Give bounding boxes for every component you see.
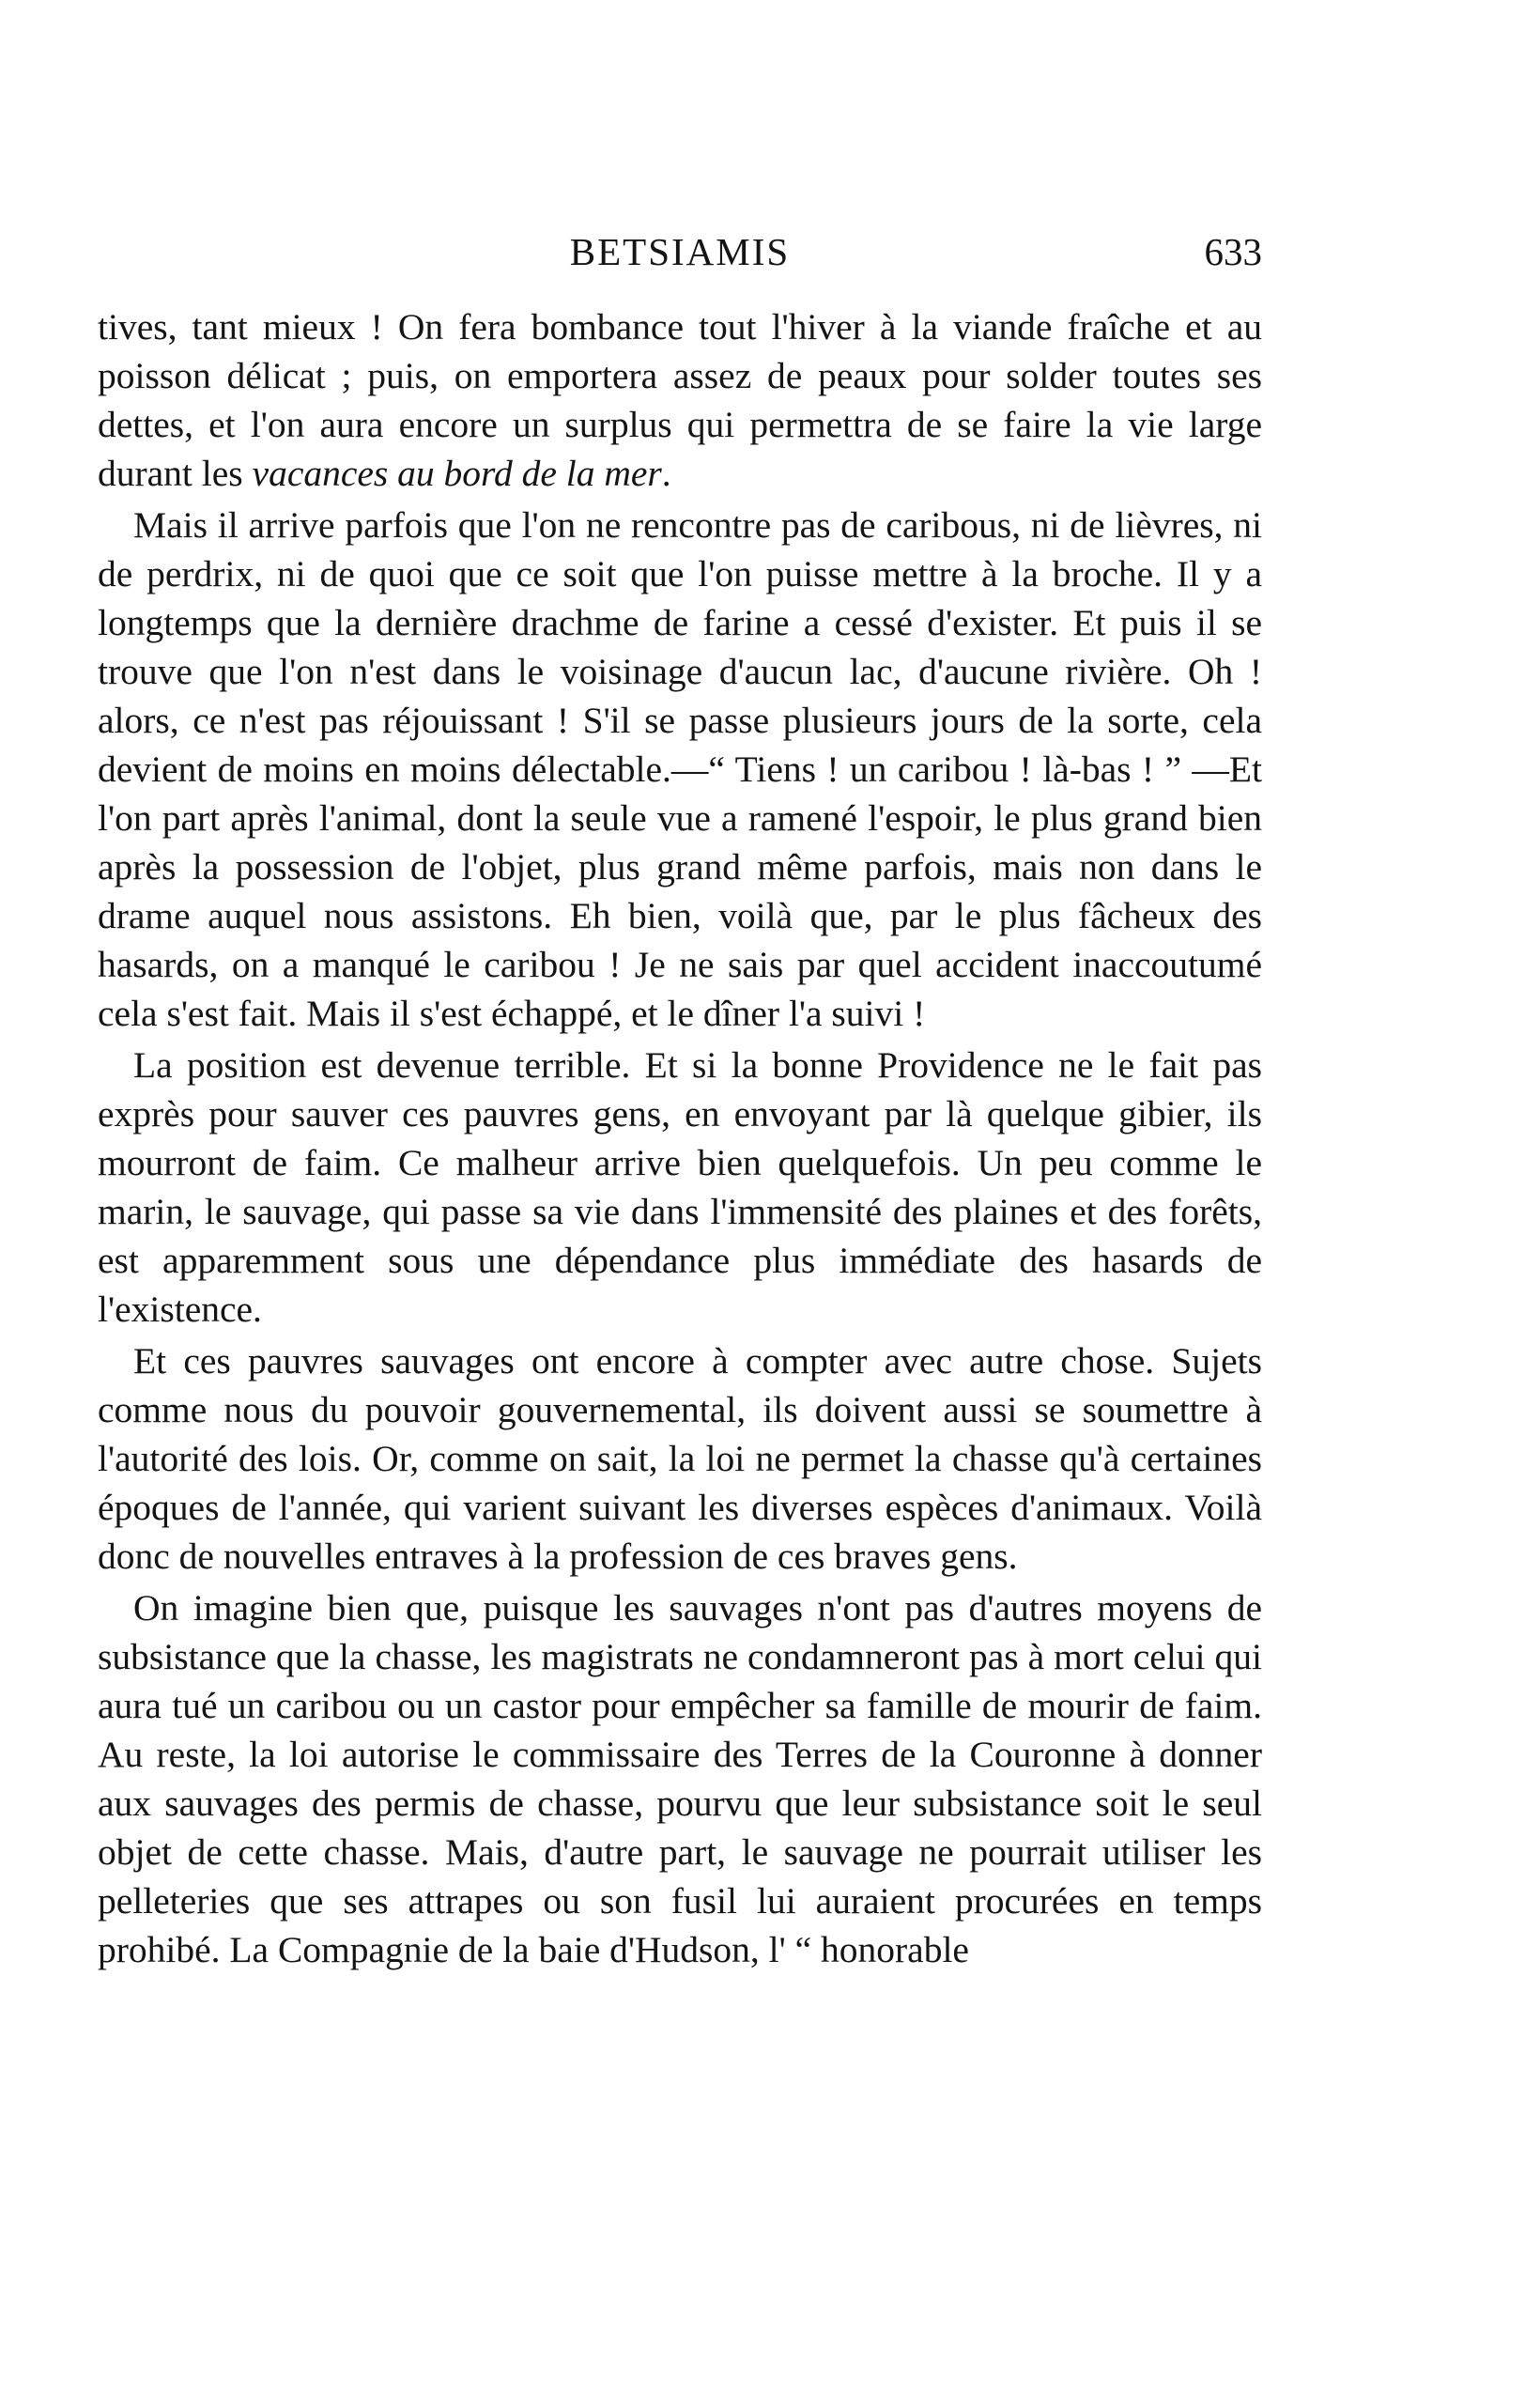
paragraph: La position est devenue terrible. Et si la bonne Providence ne le fait pas exprès pour sauver ces pauvres gens, en envoyant par là quelque gibier, ils mourront de faim. Ce malheur arrive bien quelquefois. Un peu comme le marin, le sauvage, qui passe sa vie dans l'immensité des plaines et des forêts, est apparemment sous une dépendance plus immédiate des hasards de l'existence. [98, 1044, 1262, 1330]
paragraph: On imagine bien que, puisque les sauvages n'ont pas d'autres moyens de subsistance que la chasse, les magistrats ne condamneront pas à mort celui qui aura tué un caribou ou un castor pour empêcher sa famille de mourir de faim. Au reste, la loi autorise le commissaire des Terres de la Couronne à donner aux sauvages des permis de chasse, pourvu que leur subsistance soit le seul objet de cette chasse. Mais, d'autre part, le sauvage ne pourrait utiliser les pelleteries que ses attrapes ou son fusil lui auraient procurées en temps prohibé. La Compagnie de la baie d'Hudson, l' “ honorable [98, 1587, 1262, 1970]
page-number: 633 [1204, 230, 1262, 273]
paragraph: Mais il arrive parfois que l'on ne rencontre pas de caribous, ni de lièvres, ni de perdrix, ni de quoi que ce soit que l'on puisse mettre à la broche. Il y a longtemps que la dernière drachme de farine a cessé d'exister. Et puis il se trouve que l'on n'est dans le voisinage d'aucun lac, d'aucune rivière. Oh ! alors, ce n'est pas réjouissant ! S'il se passe plusieurs jours de la sorte, cela devient de moins en moins délectable.—“ Tiens ! un caribou ! là-bas ! ” —Et l'on part après l'animal, dont la seule vue a ramené l'espoir, le plus grand bien après la possession de l'objet, plus grand même parfois, mais non dans le drame auquel nous assistons. Eh bien, voilà que, par le plus fâcheux des hasards, on a manqué le caribou ! Je ne sais par quel accident inaccoutumé cela s'est fait. Mais il s'est échappé, et le dîner l'a suivi ! [98, 504, 1262, 1034]
paragraph-text: . [661, 453, 671, 494]
page-header [98, 224, 1262, 280]
paragraph-text: tives, tant mieux ! On fera bombance tout l'hiver à la viande fraîche et au poisson délicat ; puis, on emportera assez de peaux pour solder toutes ses dettes, et l'on aura encore un surplus qui permettra de se faire la vie large durant les [98, 306, 1262, 494]
paragraph-continued [98, 302, 1262, 498]
emphasis-text: vacances au bord de la mer [252, 453, 662, 494]
running-title: BETSIAMIS [569, 230, 791, 273]
paragraph: Et ces pauvres sauvages ont encore à compter avec autre chose. Sujets comme nous du pouvoir gouvernemental, ils doivent aussi se soumettre à l'autorité des lois. Or, comme on sait, la loi ne permet la chasse qu'à certaines époques de l'année, qui varient suivant les diverses espèces d'animaux. Voilà donc de nouvelles entraves à la profession de ces braves gens. [98, 1340, 1262, 1577]
body-text [98, 302, 1262, 1977]
